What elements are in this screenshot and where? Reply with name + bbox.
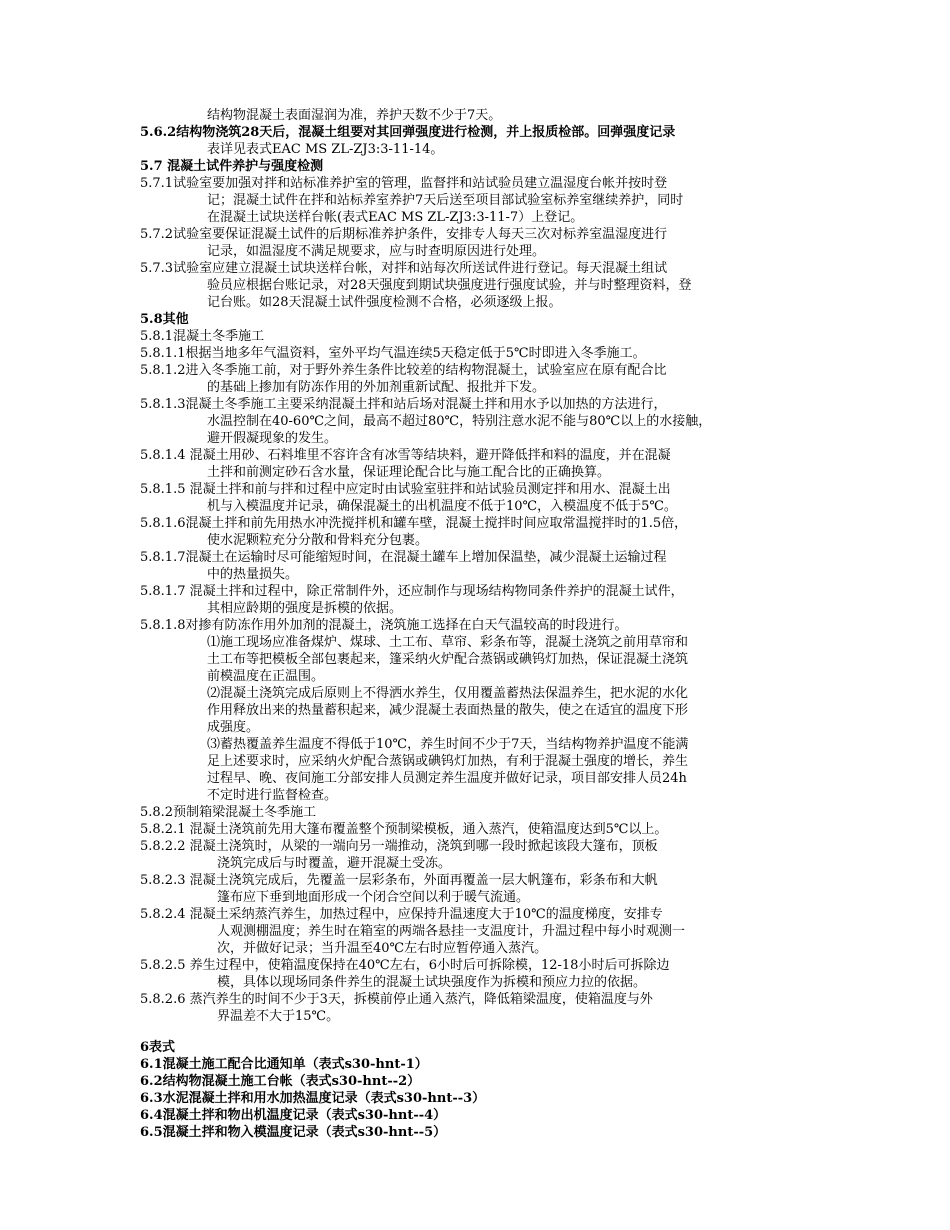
clause-line: 5.7.2试验室要保证混凝土试件的后期标准养护条件，安排专人每天三次对标养室温湿度进行 [140, 227, 668, 242]
body-line: 过程早、晚、夜间施工分部安排人员测定养生温度并做好记录，项目部安排人员24h [207, 771, 687, 786]
clause-line: 5.8.1.6混凝土拌和前先用热水冲洗搅拌机和罐车壁，混凝土搅拌时间应取常温搅拌时的1.5倍， [140, 516, 688, 531]
body-line: 土拌和前测定砂石含水量，保证理论配合比与施工配合比的正确换算。 [207, 465, 611, 480]
body-line: 成强度。 [207, 720, 260, 735]
body-line: 人观测棚温度；养生时在箱室的两端各悬挂一支温度计，升温过程中每小时观测一 [217, 924, 686, 939]
body-line: 验员应根据台账记录，对28天强度到期试块强度进行强度试验，并与时整理资料，登 [207, 278, 692, 293]
clause-line: 5.8.1.8对掺有防冻作用外加剂的混凝土，浇筑施工选择在白天气温较高的时段进行。 [140, 618, 628, 633]
clause-line: 5.8.2.2 混凝土浇筑时，从梁的一端向另一端推动，浇筑到哪一段时掀起该段大篷布，顶板 [140, 839, 658, 854]
form-list-item: 6.1混凝土施工配合比通知单（表式s30-hnt-1） [140, 1057, 428, 1072]
section-heading: 6表式 [140, 1040, 176, 1055]
body-line: 其相应龄期的强度是拆模的依据。 [207, 601, 403, 616]
body-line: 水温控制在40-60℃之间，最高不超过80℃，特别注意水泥不能与80℃以上的水接触， [207, 414, 712, 429]
body-line: 的基础上掺加有防冻作用的外加剂重新试配、报批并下发。 [207, 380, 546, 395]
clause-line: 5.8.1.1根据当地多年气温资料，室外平均气温连续5天稳定低于5℃时即进入冬季施工。 [140, 346, 646, 361]
clause-line: 5.8.1.2进入冬季施工前，对于野外养生条件比较差的结构物混凝土，试验室应在原有配合比 [140, 363, 667, 378]
body-line: 中的热量损失。 [207, 567, 299, 582]
clause-line: 5.8.1.7混凝土在运输时尽可能缩短时间，在混凝土罐车上增加保温垫，减少混凝土运输过程 [140, 550, 667, 565]
form-list-item: 6.2结构物混凝土施工台帐（表式s30-hnt--2） [140, 1074, 421, 1089]
body-line: 表详见表式EAC MS ZL-ZJ3:3-11-14。 [207, 142, 444, 157]
clause-line: 5.8.2.5 养生过程中，使箱温度保持在40℃左右，6小时后可拆除模，12-18小时后可拆除边 [140, 958, 670, 973]
clause-line: 5.8.1.7 混凝土拌和过程中，除正常制件外，还应制作与现场结构物同条件养护的混凝土试件， [140, 584, 684, 599]
body-line: 前模温度在正温围。 [207, 669, 325, 684]
form-list-item: 6.4混凝土拌和物出机温度记录（表式s30-hnt--4） [140, 1108, 447, 1123]
clause-line: 5.8.2.1 混凝土浇筑前先用大篷布覆盖整个预制梁模板，通入蒸汽，使箱温度达到5℃以上。 [140, 822, 668, 837]
subsection-heading: 5.8.1混凝土冬季施工 [140, 329, 265, 344]
body-line: 土工布等把模板全部包裹起来，篷采纳火炉配合蒸锅或碘钨灯加热，保证混凝土浇筑 [207, 652, 689, 667]
body-line: 作用释放出来的热量蓄积起来，减少混凝土表面热量的散失，使之在适宜的温度下形 [207, 703, 689, 718]
list-item-line: ⑴施工现场应准备煤炉、煤球、土工布、草帘、彩条布等，混凝土浇筑之前用草帘和 [207, 635, 689, 650]
body-line: 机与入模温度并记录，确保混凝土的出机温度不低于10℃，入模温度不低于5℃。 [207, 499, 677, 514]
list-item-line: ⑵混凝土浇筑完成后原则上不得洒水养生，仅用覆盖蓄热法保温养生，把水泥的水化 [207, 686, 689, 701]
subsection-heading: 5.8.2预制箱梁混凝土冬季施工 [140, 805, 317, 820]
clause-line: 5.7.3试验室应建立混凝土试块送样台帐，对拌和站每次所送试件进行登记。每天混凝土组试 [140, 261, 668, 276]
body-line: 篷布应下垂到地面形成一个闭合空间以利于暖气流通。 [217, 890, 530, 905]
clause-line: 5.8.1.5 混凝土拌和前与拌和过程中应定时由试验室驻拌和站试验员测定拌和用水、混凝土出 [140, 482, 671, 497]
body-line: 次，并做好记录；当升温至40℃左右时应暂停通入蒸汽。 [217, 941, 548, 956]
clause-line: 5.8.2.6 蒸汽养生的时间不少于3天，拆模前停止通入蒸汽，降低箱梁温度，使箱温度与外 [140, 992, 653, 1007]
clause-line: 5.8.1.3混凝土冬季施工主要采纳混凝土拌和站后场对混凝土拌和用水予以加热的方法进行， [140, 397, 667, 412]
clause-line: 5.6.2结构物浇筑28天后，混凝土组要对其回弹强度进行检测，并上报质检部。回弹强度记录 [140, 125, 676, 140]
body-line: 浇筑完成后与时覆盖，避开混凝土受冻。 [217, 856, 452, 871]
body-line: 避开假凝现象的发生。 [207, 431, 338, 446]
form-list-item: 6.5混凝土拌和物入模温度记录（表式s30-hnt--5） [140, 1125, 447, 1140]
body-line: 足上述要求时，应采纳火炉配合蒸锅或碘钨灯加热，有利于混凝土强度的增长，养生 [207, 754, 689, 769]
list-item-line: ⑶蓄热覆盖养生温度不得低于10℃，养生时间不少于7天，当结构物养护温度不能满 [207, 737, 689, 752]
body-line: 模，具体以现场同条件养生的混凝土试块强度作为拆模和预应力拉的依据。 [217, 975, 647, 990]
clause-line: 5.7.1试验室要加强对拌和站标准养护室的管理，监督拌和站试验员建立温湿度台帐并按时登 [140, 176, 668, 191]
section-heading: 5.8其他 [140, 312, 189, 327]
body-line: 记台账。如28天混凝土试件强度检测不合格，必须逐级上报。 [207, 295, 562, 310]
body-line: 在混凝土试块送样台帐(表式EAC MS ZL-ZJ3:3-11-7）上登记。 [207, 210, 584, 225]
clause-line: 5.8.2.3 混凝土浇筑完成后，先覆盖一层彩条布，外面再覆盖一层大帆篷布，彩条布和大帆 [140, 873, 658, 888]
body-line: 记；混凝土试件在拌和站标养室养护7天后送至项目部试验室标养室继续养护，同时 [207, 193, 684, 208]
body-line: 使水泥颗粒充分分散和骨料充分包裹。 [207, 533, 429, 548]
clause-line: 5.8.1.4 混凝土用砂、石料堆里不容许含有冰雪等结块料，避开降低拌和料的温度，并在混凝 [140, 448, 671, 463]
body-line: 界温差不大于15℃。 [217, 1009, 340, 1024]
section-heading: 5.7 混凝土试件养护与强度检测 [140, 159, 324, 174]
body-line: 不定时进行监督检查。 [207, 788, 338, 803]
form-list-item: 6.3水泥混凝土拌和用水加热温度记录（表式s30-hnt--3） [140, 1091, 486, 1106]
body-line: 记录，如温湿度不满足规要求，应与时查明原因进行处理。 [207, 244, 546, 259]
clause-line: 5.8.2.4 混凝土采纳蒸汽养生，加热过程中，应保持升温速度大于10℃的温度梯度，安排专 [140, 907, 663, 922]
body-line: 结构物混凝土表面湿润为准，养护天数不少于7天。 [207, 108, 502, 123]
